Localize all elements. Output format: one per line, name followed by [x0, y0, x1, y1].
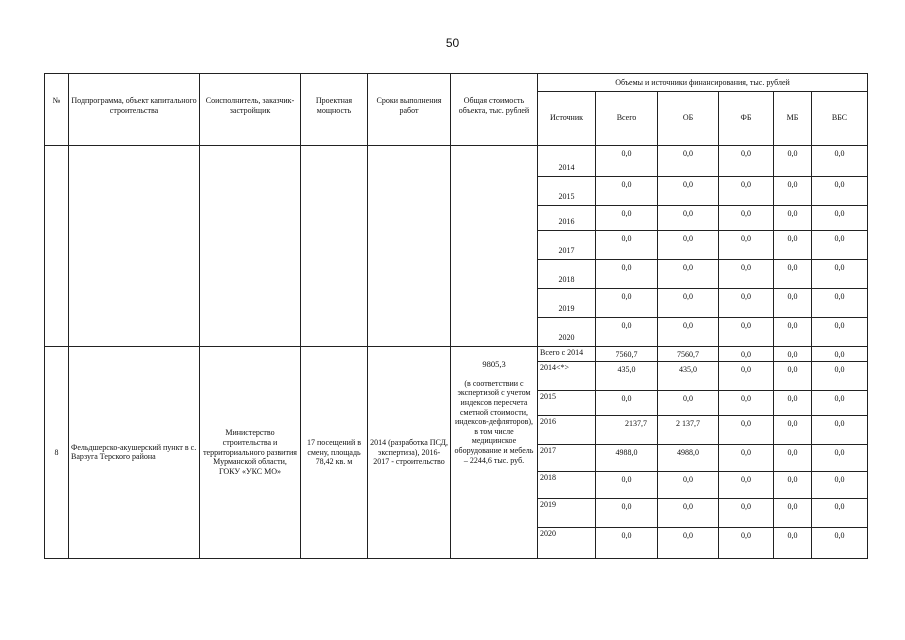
header-executor: Соисполнитель, заказчик-застройщик: [200, 74, 301, 146]
header-total-cost: Общая стоимость объекта, тыс. рублей: [451, 74, 538, 146]
cell-ob: 0,0: [658, 317, 719, 346]
cell-mb: 0,0: [774, 444, 812, 471]
empty-continuation-cell: [200, 145, 301, 346]
empty-continuation-cell: [301, 145, 368, 346]
cell-fb: 0,0: [719, 444, 774, 471]
cell-mb: 0,0: [774, 288, 812, 317]
cell-vbs: 0,0: [812, 444, 868, 471]
cell-vbs: 0,0: [812, 317, 868, 346]
cell-total: 0,0: [596, 176, 658, 205]
cell-ob: 0,0: [658, 145, 719, 176]
cell-total: 2137,7: [596, 415, 658, 444]
cell-ob: 0,0: [658, 230, 719, 259]
empty-continuation-cell: [45, 145, 69, 346]
cell-fb: 0,0: [719, 346, 774, 361]
cell-mb: 0,0: [774, 361, 812, 390]
cell-fb: 0,0: [719, 498, 774, 527]
cell-total: 7560,7: [596, 346, 658, 361]
header-funding-group: Объемы и источники финансирования, тыс. рублей: [538, 74, 868, 92]
cell-source: Всего с 2014: [538, 346, 596, 361]
header-mb: МБ: [774, 91, 812, 145]
cell-fb: 0,0: [719, 527, 774, 558]
cell-ob: 0,0: [658, 527, 719, 558]
table-row: [45, 346, 868, 361]
cell-fb: 0,0: [719, 361, 774, 390]
cell-total: 0,0: [596, 527, 658, 558]
cell-year: 2015: [538, 176, 596, 205]
cell-mb: 0,0: [774, 205, 812, 230]
cell-fb: 0,0: [719, 390, 774, 415]
cell-year: 2020: [538, 317, 596, 346]
header-capacity: Проектная мощность: [301, 74, 368, 146]
cell-vbs: 0,0: [812, 288, 868, 317]
cell-fb: 0,0: [719, 145, 774, 176]
header-vbs: ВБС: [812, 91, 868, 145]
empty-continuation-cell: [368, 145, 451, 346]
cell-vbs: 0,0: [812, 230, 868, 259]
object-cost-note: (в соответствии с экспертизой с учетом индексов пересчета сметной стоимости, индексов-дефляторов), в том числе медицинское оборудование и мебель – 2244,6 тыс. руб.: [454, 378, 534, 465]
cell-total: 0,0: [596, 471, 658, 498]
cell-ob: 0,0: [658, 259, 719, 288]
cell-source: 2015: [538, 390, 596, 415]
object-capacity: 17 посещений в смену, площадь 78,42 кв. м: [301, 346, 368, 558]
header-subprogram: Подпрограмма, объект капитального строительства: [69, 74, 200, 146]
cell-year: 2018: [538, 259, 596, 288]
cell-total: 435,0: [596, 361, 658, 390]
cell-mb: 0,0: [774, 527, 812, 558]
cell-ob: 0,0: [658, 390, 719, 415]
cell-ob: 2 137,7: [658, 415, 719, 444]
cell-mb: 0,0: [774, 230, 812, 259]
table-row: [45, 145, 868, 176]
cell-source: 2018: [538, 471, 596, 498]
cell-vbs: 0,0: [812, 471, 868, 498]
cell-fb: 0,0: [719, 259, 774, 288]
cell-fb: 0,0: [719, 176, 774, 205]
cell-total: 0,0: [596, 498, 658, 527]
cell-vbs: 0,0: [812, 498, 868, 527]
header-ob: ОБ: [658, 91, 719, 145]
cell-fb: 0,0: [719, 317, 774, 346]
cell-fb: 0,0: [719, 288, 774, 317]
cell-mb: 0,0: [774, 176, 812, 205]
header-source: Источник: [538, 91, 596, 145]
header-total: Всего: [596, 91, 658, 145]
cell-source: 2019: [538, 498, 596, 527]
cell-mb: 0,0: [774, 498, 812, 527]
object-terms: 2014 (разработка ПСД, экспертиза), 2016-2017 - строительство: [368, 346, 451, 558]
empty-continuation-cell: [451, 145, 538, 346]
object-executor: Министерство строительства и территориального развития Мурманской области, ГОКУ «УКС МО»: [200, 346, 301, 558]
cell-total: 0,0: [596, 317, 658, 346]
cell-total: 0,0: [596, 230, 658, 259]
cell-ob: 0,0: [658, 176, 719, 205]
cell-mb: 0,0: [774, 317, 812, 346]
cell-mb: 0,0: [774, 471, 812, 498]
cell-year: 2017: [538, 230, 596, 259]
cell-vbs: 0,0: [812, 176, 868, 205]
cell-source: 2014<*>: [538, 361, 596, 390]
cell-vbs: 0,0: [812, 346, 868, 361]
cell-mb: 0,0: [774, 390, 812, 415]
cell-vbs: 0,0: [812, 390, 868, 415]
cell-total: 0,0: [596, 288, 658, 317]
financing-table: [44, 73, 868, 559]
cell-total: 4988,0: [596, 444, 658, 471]
cell-ob: 0,0: [658, 288, 719, 317]
object-num: 8: [45, 346, 69, 558]
cell-total: 0,0: [596, 259, 658, 288]
cell-year: 2019: [538, 288, 596, 317]
cell-fb: 0,0: [719, 205, 774, 230]
cell-source: 2016: [538, 415, 596, 444]
cell-vbs: 0,0: [812, 259, 868, 288]
cell-fb: 0,0: [719, 415, 774, 444]
cell-ob: 7560,7: [658, 346, 719, 361]
cell-ob: 0,0: [658, 205, 719, 230]
cell-vbs: 0,0: [812, 205, 868, 230]
cell-vbs: 0,0: [812, 361, 868, 390]
cell-ob: 4988,0: [658, 444, 719, 471]
object-name: Фельдшерско-акушерский пункт в с. Варзуга Терского района: [69, 346, 200, 558]
cell-ob: 0,0: [658, 498, 719, 527]
cell-source: 2017: [538, 444, 596, 471]
cell-ob: 435,0: [658, 361, 719, 390]
empty-continuation-cell: [69, 145, 200, 346]
cell-vbs: 0,0: [812, 145, 868, 176]
cell-mb: 0,0: [774, 259, 812, 288]
cell-total: 0,0: [596, 205, 658, 230]
cell-vbs: 0,0: [812, 415, 868, 444]
cell-ob: 0,0: [658, 471, 719, 498]
cell-total: 0,0: [596, 390, 658, 415]
cell-year: 2014: [538, 145, 596, 176]
object-total-cost: 9805,3: [482, 358, 506, 369]
header-fb: ФБ: [719, 91, 774, 145]
cell-vbs: 0,0: [812, 527, 868, 558]
cell-mb: 0,0: [774, 346, 812, 361]
header-num: №: [45, 74, 69, 146]
cell-fb: 0,0: [719, 471, 774, 498]
cell-mb: 0,0: [774, 145, 812, 176]
header-terms: Сроки выполнения работ: [368, 74, 451, 146]
cell-total: 0,0: [596, 145, 658, 176]
cell-year: 2016: [538, 205, 596, 230]
cell-mb: 0,0: [774, 415, 812, 444]
page-number: 50: [445, 36, 460, 50]
object-total-cost-cell: [451, 346, 538, 558]
header-row-group: [45, 74, 868, 92]
cell-fb: 0,0: [719, 230, 774, 259]
cell-source: 2020: [538, 527, 596, 558]
